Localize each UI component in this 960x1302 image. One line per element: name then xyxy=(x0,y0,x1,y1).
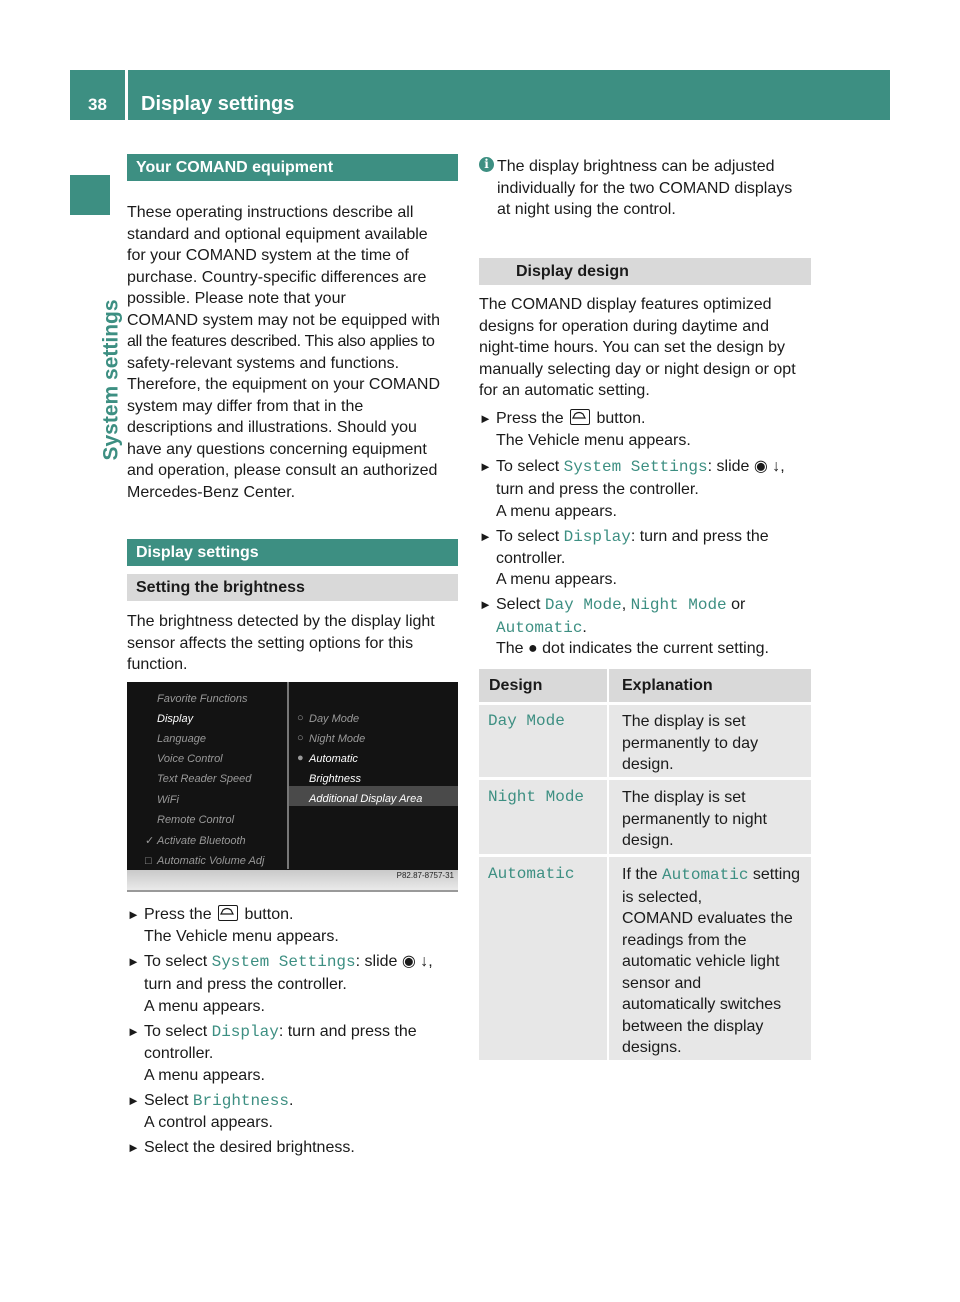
text-line: safety-relevant systems and functions. xyxy=(127,354,400,372)
table-row xyxy=(479,857,811,1060)
menu-code: Day Mode xyxy=(544,596,622,614)
step-item: ► To select System Settings: slide ◉ ↓, xyxy=(479,458,785,476)
screen-menu-item: Language xyxy=(157,733,206,745)
step-item: ► Select the desired brightness. xyxy=(127,1137,355,1159)
step-item: ► Select Day Mode, Night Mode or xyxy=(479,596,746,614)
controller-slide-icon: ◉ ↓, xyxy=(753,458,785,475)
table-header-design: Design xyxy=(489,677,543,694)
display-design-heading: Display design xyxy=(479,258,811,285)
step-result: controller. xyxy=(496,549,566,567)
text-line: Therefore, the equipment on your COMAND xyxy=(127,376,441,393)
menu-code: Automatic xyxy=(496,619,583,637)
screen-submenu-item: Night Mode xyxy=(309,733,366,745)
info-icon: i xyxy=(479,157,494,172)
step-result: A control appears. xyxy=(144,1114,273,1131)
display-settings-heading: Display settings xyxy=(127,539,458,566)
step-item: ► To select System Settings: slide ◉ ↓, xyxy=(127,953,433,971)
design-text-line: designs for operation during daytime and xyxy=(479,317,769,335)
screen-menu-item: Activate Bluetooth xyxy=(157,835,246,847)
text-line: and operation, please consult an authorized xyxy=(127,462,438,479)
brightness-heading: Setting the brightness xyxy=(127,574,458,601)
design-cell: Day Mode xyxy=(488,712,565,730)
step-item: ► Press the button. xyxy=(479,408,645,430)
arrow-bullet-icon: ► xyxy=(479,459,492,474)
text-line: system may differ from that in the xyxy=(127,397,364,415)
menu-code: Automatic xyxy=(662,866,749,884)
arrow-bullet-icon: ► xyxy=(479,411,492,426)
table-row xyxy=(479,780,811,854)
selection-dot-icon: ● xyxy=(528,640,538,657)
radio-empty-icon: ○ xyxy=(297,712,304,724)
text-line: purchase. Country-specific differences are xyxy=(127,268,427,286)
screen-submenu-item: Additional Display Area xyxy=(309,793,423,805)
step-result: Automatic. xyxy=(496,619,587,637)
step-result: A menu appears. xyxy=(496,502,617,520)
radio-empty-icon: ○ xyxy=(297,732,304,744)
text-line: standard and optional equipment available xyxy=(127,225,428,243)
checkbox-empty-icon: □ xyxy=(145,855,152,867)
text-line: have any questions concerning equipment xyxy=(127,440,427,458)
step-result: A menu appears. xyxy=(144,1066,265,1084)
equipment-heading: Your COMAND equipment xyxy=(127,154,458,181)
design-text-line: for an automatic setting. xyxy=(479,382,650,399)
page-title: Display settings xyxy=(141,93,295,115)
text-line: all the features described. This also applies to xyxy=(127,333,435,350)
arrow-bullet-icon: ► xyxy=(127,907,140,922)
step-result: turn and press the controller. xyxy=(496,481,699,498)
screen-menu-item: Automatic Volume Adj xyxy=(157,855,265,867)
vehicle-button-icon xyxy=(570,409,590,425)
step-result: controller. xyxy=(144,1045,214,1062)
screen-submenu-item: Day Mode xyxy=(309,713,360,725)
header-divider xyxy=(125,70,128,120)
design-text-line: The COMAND display features optimized xyxy=(479,296,772,313)
arrow-bullet-icon: ► xyxy=(479,529,492,544)
comand-screen-illustration xyxy=(127,682,458,892)
brightness-text-line: The brightness detected by the display light xyxy=(127,613,435,630)
step-item: ► Select Brightness. xyxy=(127,1092,294,1110)
arrow-bullet-icon: ► xyxy=(127,1140,140,1155)
explanation-cell: If the Automatic setting is selected, COMAND evaluates the readings from the automatic vehicle light sensor and automatically switches between the display designs. xyxy=(622,866,801,1056)
figure-code: P82.87-8757-31 xyxy=(396,870,454,880)
text-line: Mercedes-Benz Center. xyxy=(127,483,296,501)
menu-code: Display xyxy=(563,528,631,546)
brightness-text-line: function. xyxy=(127,656,188,673)
checkbox-icon: ✓ xyxy=(145,835,155,847)
step-result: The Vehicle menu appears. xyxy=(144,927,339,945)
table-column-divider xyxy=(607,669,609,1060)
info-text-line: at night using the control. xyxy=(497,201,676,218)
page-number: 38 xyxy=(88,95,107,114)
screen-menu-item: Remote Control xyxy=(157,814,235,826)
vehicle-button-icon xyxy=(218,905,238,921)
table-row xyxy=(479,705,811,777)
text-line: descriptions and illustrations. Should you xyxy=(127,419,417,436)
table-header-explanation: Explanation xyxy=(622,677,713,694)
menu-code: Night Mode xyxy=(630,596,727,614)
step-result: A menu appears. xyxy=(496,571,617,588)
arrow-bullet-icon: ► xyxy=(127,1024,140,1039)
design-text-line: night-time hours. You can set the design by xyxy=(479,339,785,356)
info-text-line: The display brightness can be adjusted xyxy=(497,158,775,175)
screen-menu-item: Text Reader Speed xyxy=(157,773,252,785)
info-text-line: individually for the two COMAND displays xyxy=(497,179,793,197)
step-result: The Vehicle menu appears. xyxy=(496,431,691,449)
brightness-text-line: sensor affects the setting options for this xyxy=(127,634,414,652)
controller-slide-icon: ◉ ↓, xyxy=(401,953,433,970)
screen-submenu-item: Brightness xyxy=(309,773,361,785)
chapter-tab xyxy=(70,175,110,215)
arrow-bullet-icon: ► xyxy=(479,597,492,612)
design-cell: Automatic xyxy=(488,865,575,883)
menu-code: System Settings xyxy=(211,953,356,971)
radio-selected-icon: ● xyxy=(297,752,304,764)
design-text-line: manually selecting day or night design or opt xyxy=(479,360,796,378)
step-item: ► To select Display: turn and press the xyxy=(127,1023,417,1041)
design-cell: Night Mode xyxy=(488,788,585,806)
screen-menu-item: Display xyxy=(157,713,194,725)
text-line: for your COMAND system at the time of xyxy=(127,247,409,264)
text-line: These operating instructions describe all xyxy=(127,204,414,221)
explanation-cell: The display is set permanently to night design. xyxy=(622,789,767,849)
table-header xyxy=(479,669,811,702)
menu-code: Display xyxy=(211,1023,279,1041)
chapter-label: System settings xyxy=(99,299,123,461)
step-item: ► Press the button. xyxy=(127,904,293,926)
arrow-bullet-icon: ► xyxy=(127,1093,140,1108)
screen-submenu-item: Automatic xyxy=(309,753,358,765)
step-result: A menu appears. xyxy=(144,997,265,1015)
text-line: possible. Please note that your xyxy=(127,290,346,307)
explanation-cell: The display is set permanently to day design. xyxy=(622,713,759,773)
step-result: The ● dot indicates the current setting. xyxy=(496,640,769,657)
step-result: turn and press the controller. xyxy=(144,976,347,993)
screen-menu-item: Favorite Functions xyxy=(157,693,248,705)
screen-menu-item: WiFi xyxy=(157,794,179,806)
step-item: ► To select Display: turn and press the xyxy=(479,528,769,546)
screen-menu-item: Voice Control xyxy=(157,753,223,765)
menu-code: Brightness xyxy=(192,1092,289,1110)
arrow-bullet-icon: ► xyxy=(127,954,140,969)
menu-code: System Settings xyxy=(563,458,708,476)
text-line: COMAND system may not be equipped with xyxy=(127,311,441,329)
